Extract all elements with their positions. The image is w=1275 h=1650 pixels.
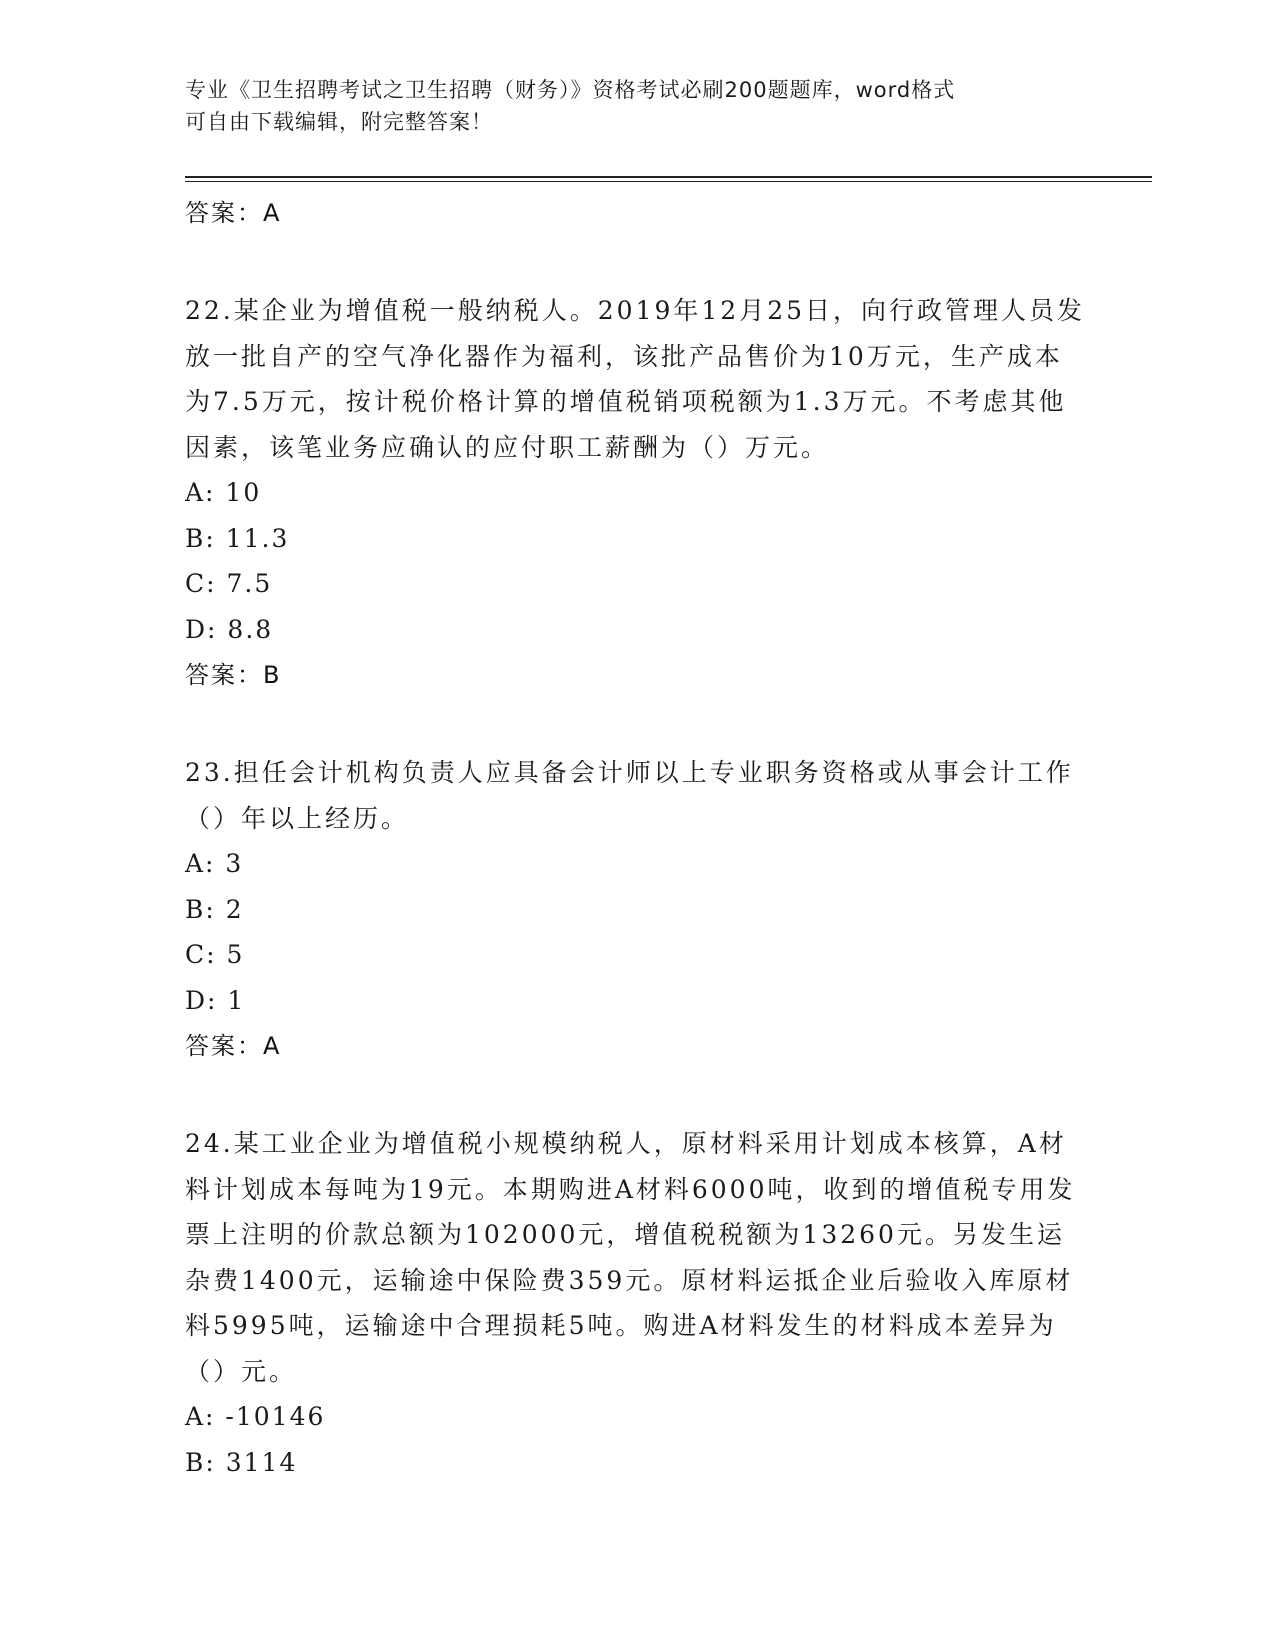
document-header: [185, 74, 1065, 138]
option-b: B: 2: [185, 894, 244, 924]
header-line-2: 可自由下载编辑，附完整答案！: [185, 110, 493, 134]
option-d: D: 8.8: [185, 614, 274, 644]
question-stem: 22.某企业为增值税一般纳税人。2019年12月25日，向行政管理人员发放一批自产的空气净化器作为福利，该批产品售价为10万元，生产成本为7.5万元，按计税价格计算的增值税销项税额为1.3万元。不考虑其他因素，该笔业务应确认的应付职工薪酬为（）万元。: [185, 296, 1086, 462]
option-a: A: -10146: [185, 1402, 326, 1431]
option-c: C: 5: [185, 940, 245, 969]
answer-label: 答案：A: [185, 199, 282, 227]
spacer: [185, 1069, 1085, 1121]
spacer: [185, 236, 1085, 288]
option-b: B: 3114: [185, 1447, 298, 1477]
question-stem: 23.担任会计机构负责人应具备会计师以上专业职务资格或从事会计工作（）年以上经历。: [185, 758, 1074, 833]
header-line-1: 专业《卫生招聘考试之卫生招聘（财务）》资格考试必刷200题题库，word格式: [185, 78, 956, 102]
option-d: D: 1: [185, 985, 246, 1015]
answer-label: 答案：A: [185, 1032, 282, 1060]
header-divider-thin: [185, 181, 1152, 182]
option-b: B: 11.3: [185, 523, 290, 553]
spacer: [185, 698, 1085, 750]
question-block: [185, 288, 1085, 698]
question-block: [185, 1121, 1085, 1485]
option-c: C: 7.5: [185, 569, 273, 598]
option-a: A: 10: [185, 478, 262, 507]
option-a: A: 3: [185, 849, 244, 878]
header-divider: [185, 176, 1152, 178]
question-list: [185, 190, 1085, 1485]
question-stem: 24.某工业企业为增值税小规模纳税人，原材料采用计划成本核算，A材料计划成本每吨为19元。本期购进A材料6000吨，收到的增值税专用发票上注明的价款总额为102000元，增值税税额为13260元。另发生运杂费1400元，运输途中保险费359元。原材料运抵企业后验收入库原材料5995吨，运输途中合理损耗5吨。购进A材料发生的材料成本差异为（）元。: [185, 1129, 1076, 1386]
answer-label: 答案：B: [185, 661, 282, 689]
question-block: [185, 750, 1085, 1069]
